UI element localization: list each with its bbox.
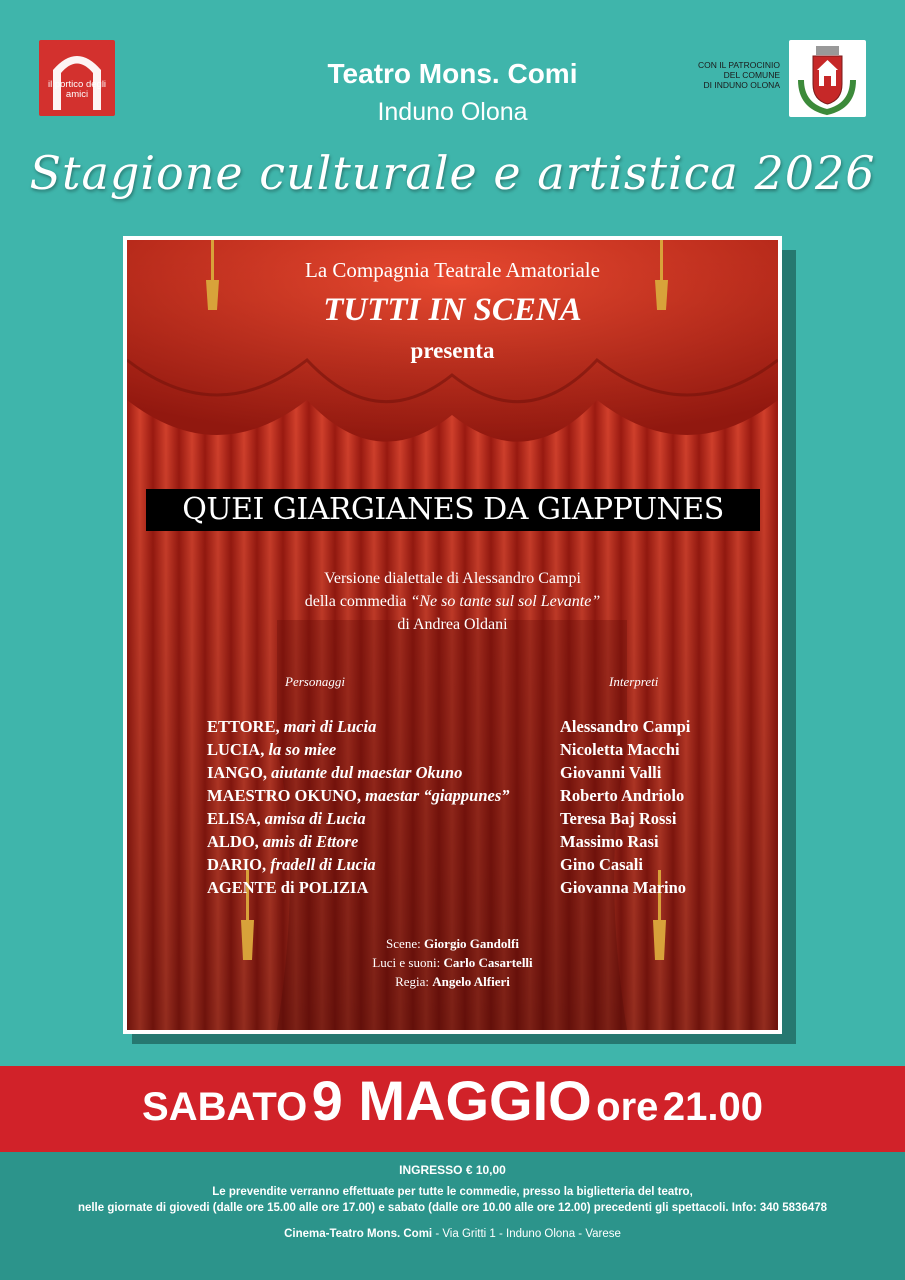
municipal-crest-icon <box>789 40 866 117</box>
cast-character: DARIO, fradell di Lucia <box>207 855 376 874</box>
cast-actor: Giovanni Valli <box>560 763 662 782</box>
cast-character: AGENTE di POLIZIA <box>207 878 369 897</box>
cast-actor: Alessandro Campi <box>560 717 691 736</box>
cast-actor: Teresa Baj Rossi <box>560 809 677 828</box>
cast-actor: Nicoletta Macchi <box>560 740 680 759</box>
cast-character: LUCIA, la so miee <box>207 740 337 759</box>
venue-address: Cinema-Teatro Mons. Comi - Via Gritti 1 - Induno Olona - Varese <box>284 1228 621 1240</box>
play-title: QUEI GIARGIANES DA GIAPPUNES <box>146 489 760 531</box>
comedy-title: “Ne so tante sul sol Levante” <box>410 593 601 610</box>
crew-director: Regia: Angelo Alfieri <box>395 974 510 989</box>
event-time-prefix: ore <box>596 1085 659 1129</box>
actors-header: Interpreti <box>609 674 659 689</box>
crew-lights: Luci e suoni: Carlo Casartelli <box>372 955 533 970</box>
logo-left-text: il portico degli amici <box>47 79 107 100</box>
cast-character: ALDO, amis di Ettore <box>207 832 359 851</box>
company-line: La Compagnia Teatrale Amatoriale <box>305 258 600 282</box>
version-line: Versione dialettale di Alessandro Campi <box>324 570 581 587</box>
crew-scene: Scene: Giorgio Gandolfi <box>386 936 519 951</box>
theatre-name: Teatro Mons. Comi <box>327 58 578 89</box>
presents-label: presenta <box>410 338 495 363</box>
cast-character: MAESTRO OKUNO, maestar “giappunes” <box>207 786 510 805</box>
cast-actor: Gino Casali <box>560 855 643 874</box>
event-time: 21.00 <box>662 1085 763 1129</box>
event-day: SABATO <box>142 1085 308 1129</box>
cast-character: ETTORE, marì di Lucia <box>207 717 377 736</box>
curtain-stage <box>127 240 778 1030</box>
theatre-city: Induno Olona <box>377 98 528 126</box>
company-name: TUTTI IN SCENA <box>323 292 582 328</box>
comedy-line: della commedia “Ne so tante sul sol Levante” <box>304 593 601 610</box>
presale-line-1: Le prevendite verranno effettuate per tutte le commedie, presso la biglietteria del teatro, <box>212 1186 693 1198</box>
cast-character: ELISA, amisa di Lucia <box>207 809 366 828</box>
author-line: di Andrea Oldani <box>397 616 508 633</box>
season-title: Stagione culturale e artistica 2026 <box>29 146 876 200</box>
patronage-text: CON IL PATROCINIO DEL COMUNE DI INDUNO OLONA <box>697 60 780 90</box>
cast-actor: Massimo Rasi <box>560 832 659 851</box>
ticket-price: INGRESSO € 10,00 <box>399 1163 506 1177</box>
cast-actor: Giovanna Marino <box>560 878 687 897</box>
characters-header: Personaggi <box>285 674 345 689</box>
event-date-main: 9 MAGGIO <box>311 1069 592 1132</box>
cast-character: IANGO, aiutante dul maestar Okuno <box>207 763 463 782</box>
event-date <box>0 1068 905 1133</box>
presale-line-2: nelle giornate di giovedi (dalle ore 15.00 alle ore 17.00) e sabato (dalle ore 10.00 alle ore 12.00) precedenti gli spettacoli. Info: 340 5836478 <box>77 1202 828 1214</box>
cast-actor: Roberto Andriolo <box>560 786 685 805</box>
